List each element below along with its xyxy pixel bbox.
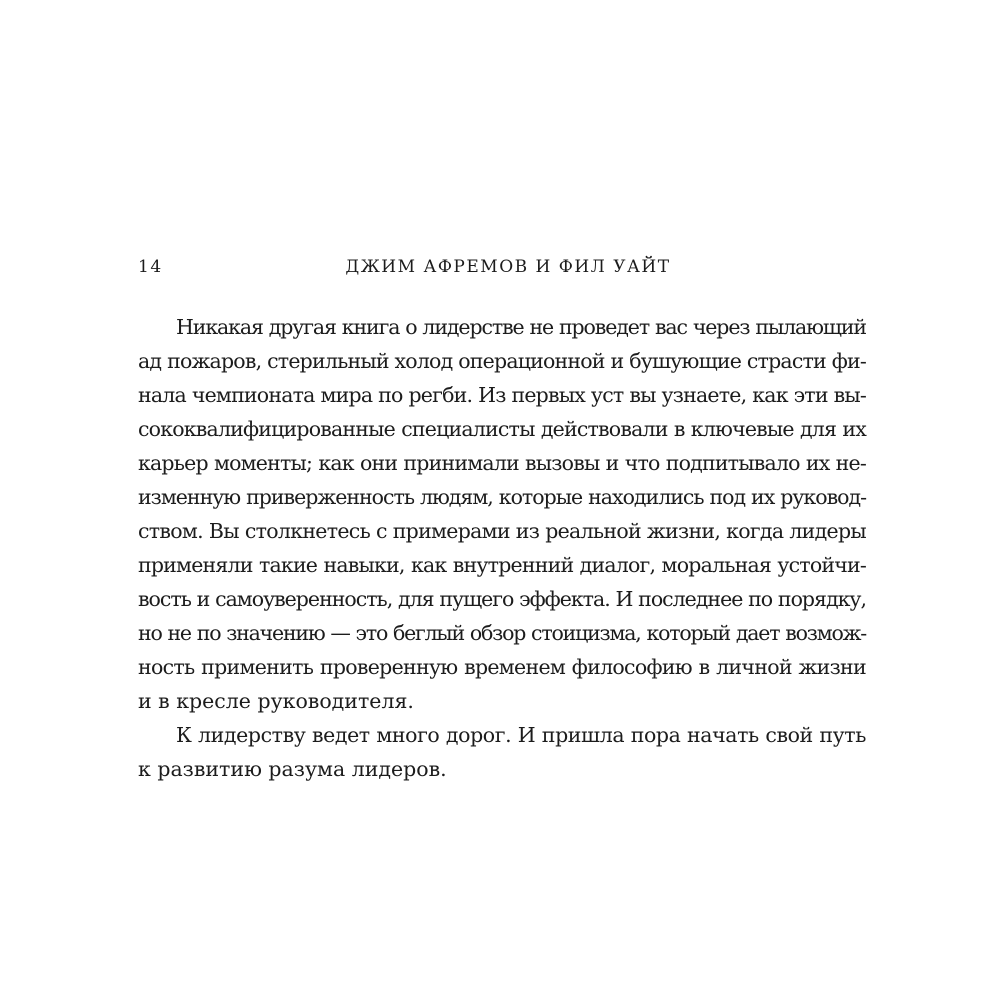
text-line: но не по значению — это беглый обзор стоицизма, который дает возмож- bbox=[138, 621, 866, 645]
text-line: Никакая другая книга о лидерстве не проведет вас через пылающий bbox=[176, 315, 866, 339]
text-line: ность применить проверенную временем философию в личной жизни bbox=[138, 655, 866, 679]
paragraph-2 bbox=[138, 718, 866, 786]
text-line: и в кресле руководителя. bbox=[138, 689, 414, 713]
text-line: изменную приверженность людям, которые находились под их руковод- bbox=[138, 485, 866, 509]
text-line: карьер моменты; как они принимали вызовы и что подпитывало их не- bbox=[138, 451, 866, 475]
running-head bbox=[138, 254, 866, 280]
page-number: 14 bbox=[138, 257, 163, 277]
text-line: сококвалифицированные специалисты действовали в ключевые для их bbox=[138, 417, 866, 441]
text-line: нала чемпионата мира по регби. Из первых уст вы узнаете, как эти вы- bbox=[138, 383, 866, 407]
text-line: вость и самоуверенность, для пущего эффекта. И последнее по порядку, bbox=[138, 587, 866, 611]
text-line: К лидерству ведет много дорог. И пришла пора начать свой путь bbox=[176, 723, 866, 747]
book-authors: ДЖИМ АФРЕМОВ И ФИЛ УАЙТ bbox=[345, 257, 671, 277]
body-text bbox=[138, 310, 866, 786]
text-line: применяли такие навыки, как внутренний диалог, моральная устойчи- bbox=[138, 553, 866, 577]
paragraph-1 bbox=[138, 310, 866, 718]
text-line: ад пожаров, стерильный холод операционной и бушующие страсти фи- bbox=[138, 349, 866, 373]
text-line: к развитию разума лидеров. bbox=[138, 757, 447, 781]
text-line: ством. Вы столкнетесь с примерами из реальной жизни, когда лидеры bbox=[138, 519, 866, 543]
